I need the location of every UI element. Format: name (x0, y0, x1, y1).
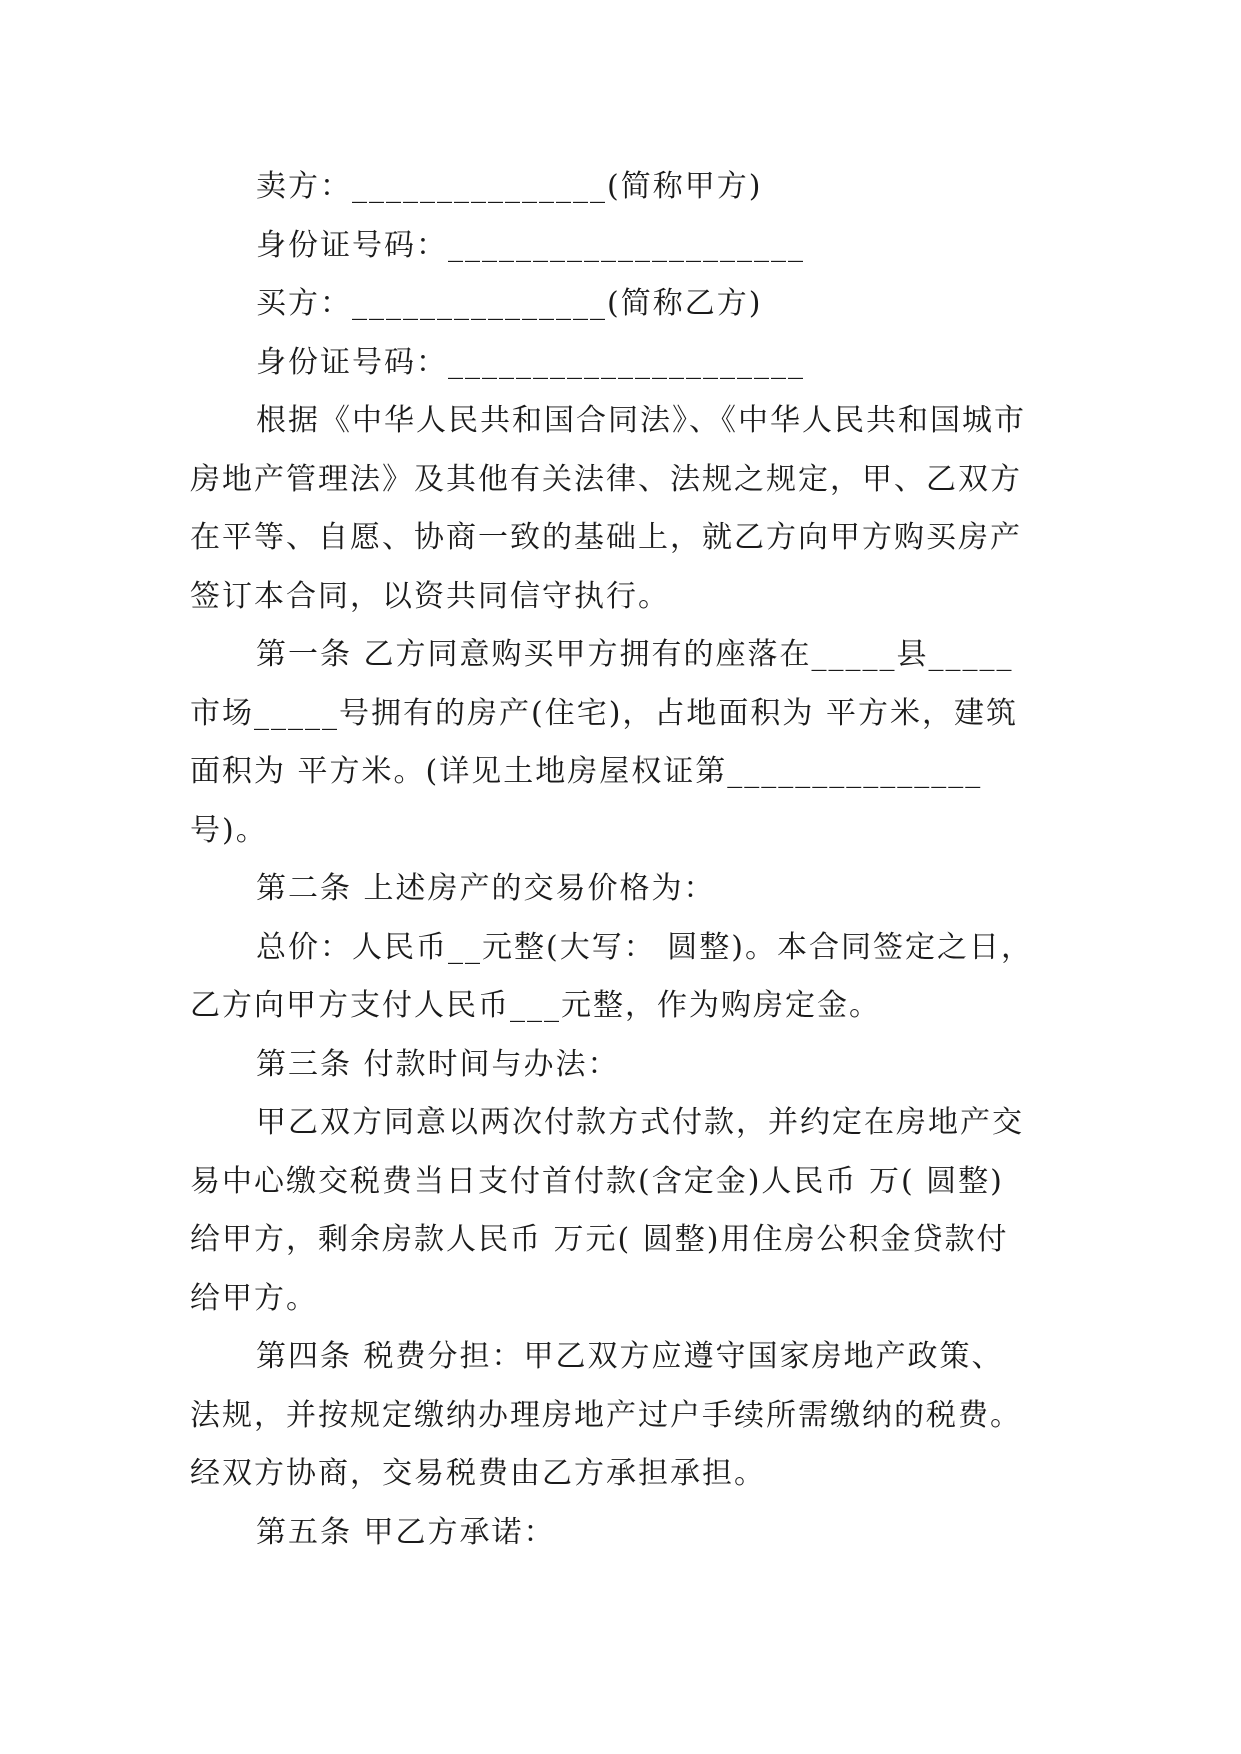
article-1-line-4: 号)。 (190, 812, 268, 848)
article-4-line-3: 经双方协商，交易税费由乙方承担承担。 (190, 1456, 766, 1491)
seller-line: 卖方：_______________(简称甲方) (256, 169, 763, 204)
buyer-id-line: 身份证号码：_____________________ (256, 344, 805, 380)
article-1-line-3: 面积为 平方米。(详见土地房屋权证第_______________ (190, 754, 983, 789)
preamble-line-1: 根据《中华人民共和国合同法》、《中华人民共和国城市 (256, 403, 1026, 438)
article-3-line-2: 易中心缴交税费当日支付首付款(含定金)人民币 万( 圆整) (190, 1163, 1004, 1199)
article-3-line-1: 甲乙双方同意以两次付款方式付款，并约定在房地产交 (256, 1105, 1024, 1140)
seller-id-line: 身份证号码：_____________________ (256, 227, 805, 263)
article-2-heading: 第二条 上述房产的交易价格为： (256, 871, 716, 906)
article-1-line-1: 第一条 乙方同意购买甲方拥有的座落在_____县_____ (256, 637, 1014, 672)
buyer-line: 买方：_______________(简称乙方) (256, 286, 763, 321)
article-3-heading: 第三条 付款时间与办法： (256, 1046, 620, 1082)
preamble-line-4: 签订本合同，以资共同信守执行。 (190, 578, 670, 614)
contract-text (190, 158, 1070, 1562)
preamble-line-3: 在平等、自愿、协商一致的基础上，就乙方向甲方购买房产 (190, 520, 1022, 555)
article-1-line-2: 市场_____号拥有的房产(住宅)，占地面积为 平方米，建筑 (190, 695, 1018, 731)
article-2-line-2: 乙方向甲方支付人民币___元整，作为购房定金。 (190, 988, 881, 1023)
article-3-line-3: 给甲方，剩余房款人民币 万元( 圆整)用住房公积金贷款付 (190, 1222, 1009, 1257)
article-3-line-4: 给甲方。 (190, 1280, 318, 1316)
article-5-heading: 第五条 甲乙方承诺： (256, 1514, 556, 1550)
article-4-line-2: 法规，并按规定缴纳办理房地产过户手续所需缴纳的税费。 (190, 1397, 1022, 1433)
article-4-line-1: 第四条 税费分担：甲乙双方应遵守国家房地产政策、 (256, 1339, 1004, 1374)
article-2-line-1: 总价：人民币__元整(大写： 圆整)。本合同签定之日， (256, 929, 1033, 965)
preamble-line-2: 房地产管理法》及其他有关法律、法规之规定，甲、乙双方 (190, 461, 1022, 497)
